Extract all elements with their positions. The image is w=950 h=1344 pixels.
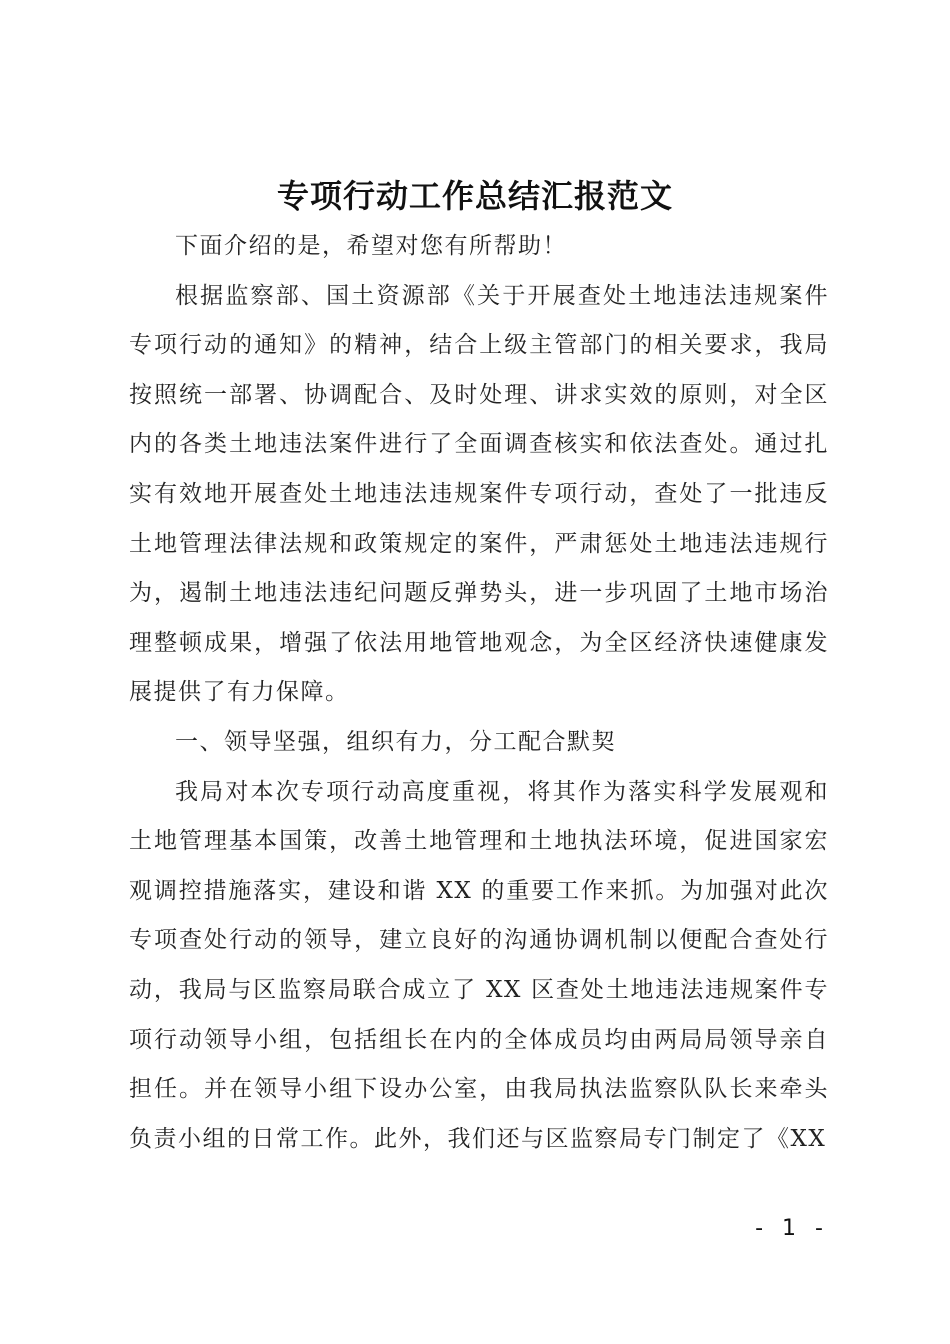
section-heading-leadership: 一、领导坚强，组织有力，分工配合默契 — [175, 728, 616, 755]
intro-paragraph: 下面介绍的是，希望对您有所帮助！ — [175, 233, 567, 259]
document-body — [129, 222, 829, 1164]
body-paragraph-background: 根据监察部、国土资源部《关于开展查处土地违法违规案件专项行动的通知》的精神，结合上级主管部门的相关要求，我局按照统一部署、协调配合、及时处理、讲求实效的原则，对全区内的各类土地违法案件进行了全面调查核实和依法查处。通过扎实有效地开展查处土地违法违规案件专项行动，查处了一批违反土地管理法律法规和政策规定的案件，严肃惩处土地违法违规行为，遏制土地违法违纪问题反弹势头，进一步巩固了土地市场治理整顿成果，增强了依法用地管地观念，为全区经济快速健康发展提供了有力保障。 — [129, 282, 829, 706]
document-title: 专项行动工作总结汇报范文 — [276, 177, 673, 215]
page-number: - 1 - — [755, 1216, 829, 1241]
body-paragraph-leadership: 我局对本次专项行动高度重视，将其作为落实科学发展观和土地管理基本国策，改善土地管理和土地执法环境，促进国家宏观调控措施落实，建设和谐 XX 的重要工作来抓。为加强对此次专项查处行动的领导，建立良好的沟通协调机制以便配合查处行动，我局与区监察局联合成立了 XX 区查处土地违法违规案件专项行动领导小组，包括组长在内的全体成员均由两局局领导亲自担任。并在领导小组下设办公室，由我局执法监察队队长来牵头负责小组的日常工作。此外，我们还与区监察局专门制定了《XX — [129, 778, 829, 1152]
